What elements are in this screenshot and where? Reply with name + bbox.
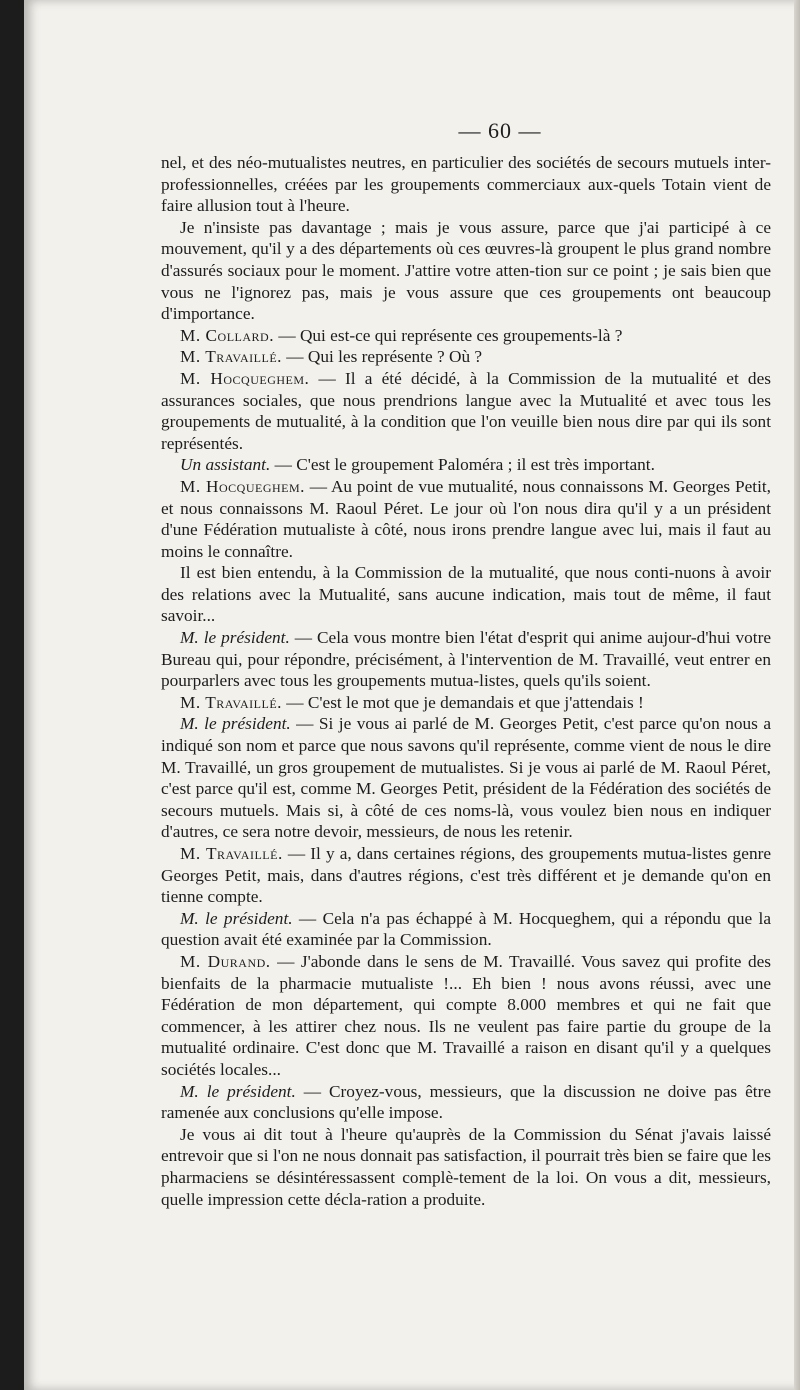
paragraph-text: — Il a été décidé, à la Commission de la mutualité et des assurances sociales, que nous prendrions langue avec la Mutualité et avec tous les groupements de mutualité, à la condition que l'on veuille bien nous dire par qui ils sont représentés. xyxy=(161,368,771,453)
paragraph-text: — Si je vous ai parlé de M. Georges Petit, c'est parce qu'on nous a indiqué son nom et parce que nous savons qu'il représente, comme vient de nous le dire M. Travaillé, un gros groupement de mutualistes. Si je vous ai parlé de M. Raoul Péret, c'est parce qu'il est, comme M. Georges Petit, président de la Fédération des sociétés de secours mutuels. Mais si, à côté de ces noms-là, vous voulez bien nous en indiquer d'autres, ce sera notre devoir, messieurs, de nous les retenir. xyxy=(161,714,771,842)
paragraph-text: — Cela vous montre bien l'état d'esprit qui anime aujour-d'hui votre Bureau qui, pour répondre, précisément, à l'intervention de M. Travaillé, veut entrer en pourparlers avec tous les groupements mutua-listes, quels qu'ils soient. xyxy=(161,628,771,691)
paragraph-text: — Il y a, dans certaines régions, des groupements mutua-listes genre Georges Petit, mais, dans d'autres régions, c'est très différent et je demande qu'on en tienne compte. xyxy=(161,844,772,907)
paragraph xyxy=(161,713,771,843)
paragraph-text: — Croyez-vous, messieurs, que la discussion ne doive pas être ramenée aux conclusions qu'elle impose. xyxy=(161,1081,771,1123)
speaker-name: M. Collard. xyxy=(180,325,275,345)
body-text xyxy=(161,152,771,1210)
paragraph-text: — Qui est-ce qui représente ces groupements-là ? xyxy=(274,325,623,345)
speaker-name: M. Hocqueghem. xyxy=(180,368,310,388)
speaker-name: Un assistant. xyxy=(180,455,271,475)
paragraph xyxy=(161,325,771,347)
paragraph xyxy=(161,368,771,454)
paragraph xyxy=(161,843,771,908)
paragraph xyxy=(161,627,771,692)
paragraph-text: — J'abonde dans le sens de M. Travaillé. Vous savez qui profite des bienfaits de la pharmacie mutualiste !... Eh bien ! nous avons réussi, avec une Fédération de mon département, qui compte 8.000 membres et qui ne fait que commencer, à les attirer chez nous. Ils ne veulent pas faire partie du groupe de la mutualité ordinaire. C'est donc que M. Travaillé a raison en disant qu'il y a quelques sociétés locales... xyxy=(161,951,771,1079)
paragraph-text: — Qui les représente ? Où ? xyxy=(281,347,483,367)
speaker-name: M. Hocqueghem. xyxy=(180,476,305,496)
paragraph xyxy=(161,951,771,1081)
speaker-name: M. le président. xyxy=(180,714,291,734)
paragraph-text: Il est bien entendu, à la Commission de la mutualité, que nous conti-nuons à avoir des relations avec la Mutualité, sans aucune indication, mais tout de même, il faut savoir... xyxy=(161,563,771,626)
speaker-name: M. Travaillé. xyxy=(180,347,282,367)
page-edge xyxy=(794,0,800,1390)
paragraph-text: — Au point de vue mutualité, nous connaissons M. Georges Petit, et nous connaissons M. Raoul Péret. Le jour où l'on nous dira qu'il y a un président d'une Fédération mutualiste à côté, nous irons prendre langue avec lui, mais il faut au moins le connaître. xyxy=(161,476,771,561)
paragraph xyxy=(161,692,771,714)
paragraph-text: Je n'insiste pas davantage ; mais je vous assure, parce que j'ai participé à ce mouvement, qu'il y a des départements où ces œuvres-là groupent le plus grand nombre d'assurés sociaux pour le moment. J'attire votre atten-tion sur ce point ; je sais bien que vous ne l'ignorez pas, mais je vous assure que ces groupements ont beaucoup d'importance. xyxy=(161,217,771,324)
paragraph xyxy=(161,1081,771,1124)
paragraph xyxy=(161,346,771,368)
speaker-name: M. le président. xyxy=(180,628,290,648)
speaker-name: M. Travaillé. xyxy=(180,844,283,863)
speaker-name: M. Durand. xyxy=(180,951,271,971)
paragraph xyxy=(161,908,771,951)
paragraph-text: — Cela n'a pas échappé à M. Hocqueghem, qui a répondu que la question avait été examinée par la Commission. xyxy=(161,908,771,950)
paragraph xyxy=(161,217,771,325)
paragraph xyxy=(161,454,771,476)
paragraph xyxy=(161,152,771,217)
paragraph-text: — C'est le mot que je demandais et que j'attendais ! xyxy=(281,692,644,712)
paragraph xyxy=(161,562,771,627)
paragraph-text: — C'est le groupement Paloméra ; il est très important. xyxy=(270,455,655,475)
speaker-name: M. le président. xyxy=(180,1081,296,1101)
paragraph xyxy=(161,476,771,562)
speaker-name: M. le président. xyxy=(180,908,293,928)
paragraph-text: Je vous ai dit tout à l'heure qu'auprès de la Commission du Sénat j'avais laissé entrevoir que si l'on ne nous donnait pas satisfaction, il pourrait très bien se faire que les pharmaciens se désintéressassent complè-tement de la loi. On vous a dit, messieurs, quelle impression cette décla-ration a produite. xyxy=(161,1124,771,1209)
paragraph-text: nel, et des néo-mutualistes neutres, en particulier des sociétés de secours mutuels inter-professionnelles, créées par les groupements commerciaux aux-quels Totain vient de faire allusion tout à l'heure. xyxy=(161,153,771,216)
page-number: — 60 — xyxy=(458,118,542,143)
speaker-name: M. Travaillé. xyxy=(180,692,282,712)
paragraph xyxy=(161,1124,771,1210)
